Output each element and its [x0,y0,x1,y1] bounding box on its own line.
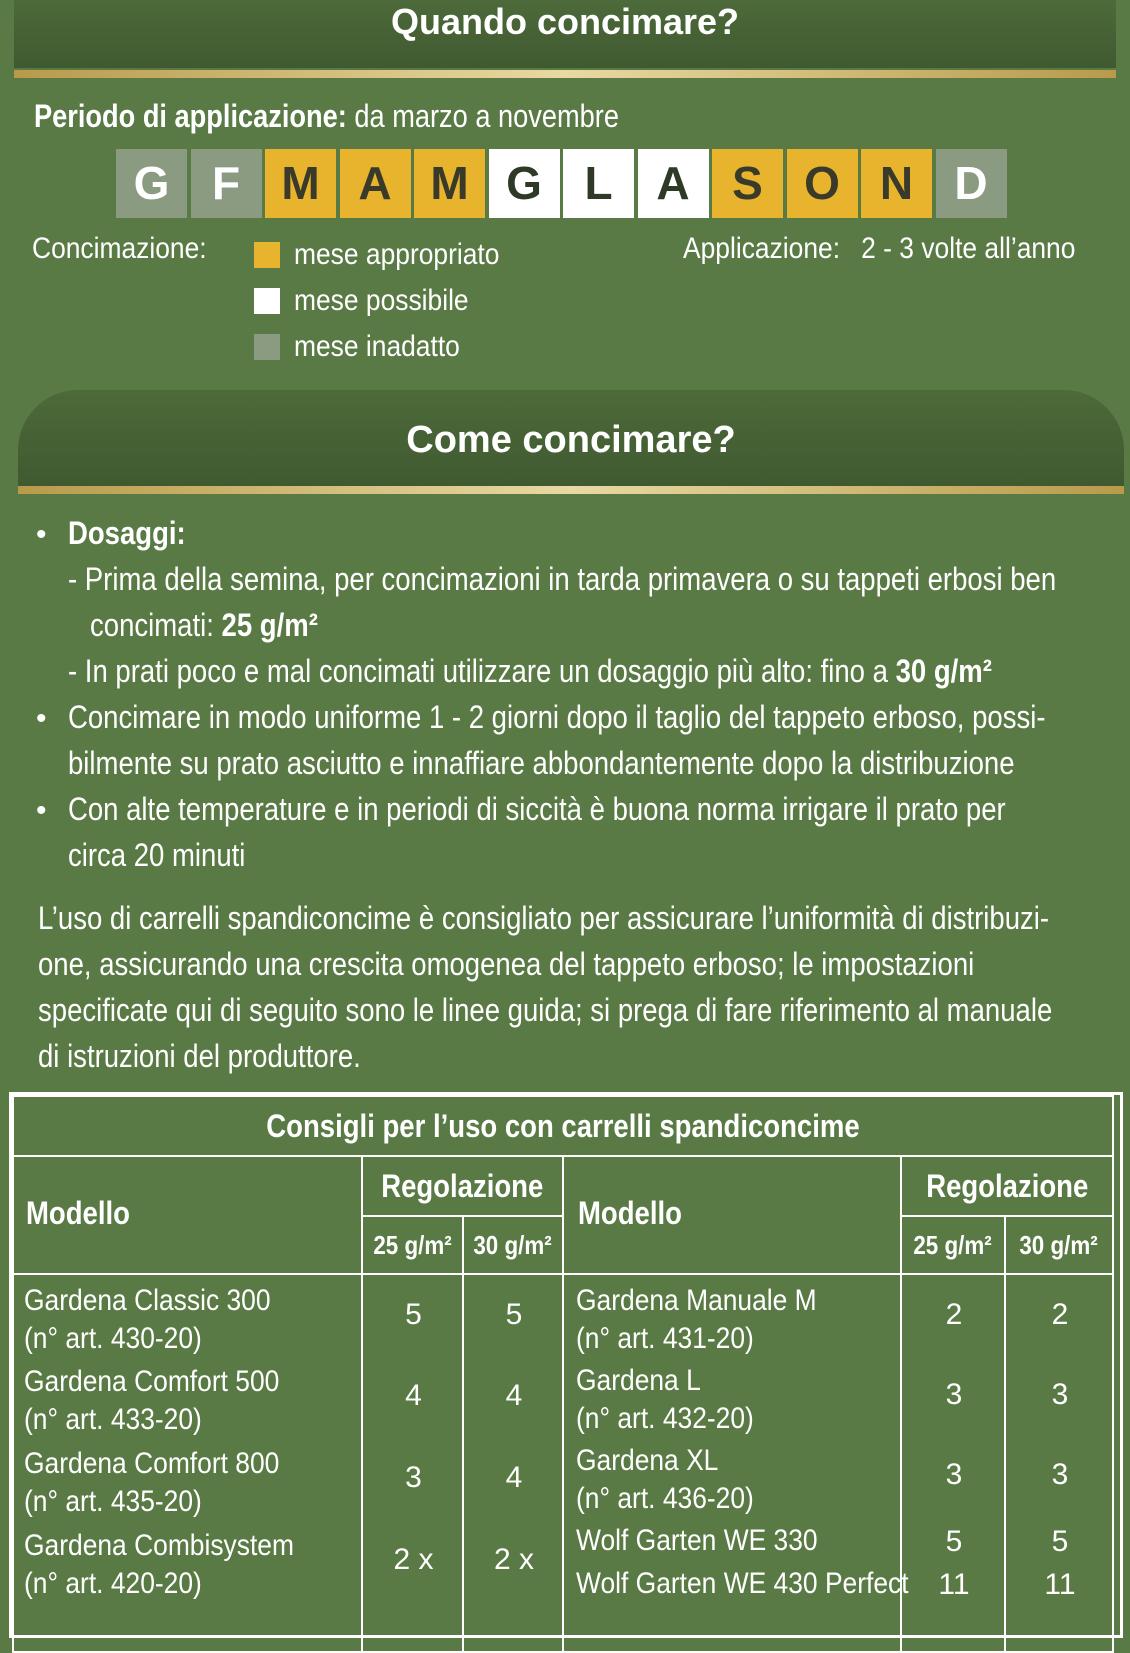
month-cell: M [265,149,336,218]
header-model-label: Modello [578,1195,682,1231]
legend-item-ok [254,278,527,324]
month-cell: G [489,149,560,218]
paragraph-line: di istruzioni del produttore. [38,1038,361,1074]
month-cell: A [340,149,411,218]
legend-title: Concimazione: [32,232,207,265]
month-cell: D [936,149,1007,218]
paragraph-line: one, assicurando una crescita omogenea del tappeto erboso; le impostazioni [38,946,975,982]
legend-label-good: mese appropriato [294,238,500,271]
dosage-title: Dosaggi: [68,515,186,551]
table-row: Gardena XL (n° art. 436-20) [576,1444,754,1515]
spreader-table [9,1092,1123,1638]
bullet-2-line-1: Concimare in modo uniforme 1 - 2 giorni dopo il taglio del tappeto erboso, possi- [68,699,1046,735]
table-row: Gardena Manuale M (n° art. 431-20) [576,1284,817,1355]
value-25: 2 x [393,1543,434,1576]
header-reg-label: Regolazione [925,1168,1089,1204]
application-period [34,98,619,135]
month-calendar [116,149,1010,218]
header-model-label: Modello [26,1195,130,1231]
legend [254,232,527,370]
value-30: 5 [505,1298,523,1331]
table-row: Wolf Garten WE 330 [576,1524,818,1557]
value-25: 3 [945,1458,963,1491]
month-cell: S [712,149,783,218]
header-model-right [562,1155,902,1275]
header-25-label: 25 g/m² [373,1230,452,1260]
table-row: Gardena L (n° art. 432-20) [576,1364,754,1435]
period-value: da marzo a novembre [354,98,619,134]
dosage-line-1: - Prima della semina, per concimazioni in tarda primavera o su tappeti erbosi ben [68,561,1057,597]
section-title-when: Quando concimare? [390,1,740,42]
application-value: 2 - 3 volte all’anno [861,232,1076,265]
value-30: 5 [1051,1525,1069,1558]
table-row: Gardena Comfort 500 (n° art. 433-20) [24,1365,280,1436]
table-title-cell [12,1095,1114,1157]
value-30: 2 x [493,1543,535,1576]
legend-item-good [254,232,527,278]
bullet-icon: • [36,794,47,827]
legend-label-ok: mese possibile [294,284,469,317]
paragraph-line: specificate qui di seguito sono le linee guida; si prega di fare riferimento al manuale [38,992,1053,1028]
header-25-label: 25 g/m² [913,1230,993,1260]
section-header-when [14,0,1116,68]
header-reg-right [900,1155,1114,1217]
paragraph-line: L’uso di carrelli spandiconcime è consigliato per assicurare l’uniformità di distribuzi- [38,900,1050,936]
value-30: 11 [1044,1568,1076,1601]
application-label: Applicazione: [683,232,841,265]
swatch-ok [254,288,280,314]
header-30-right [1004,1215,1114,1275]
legend-label-bad: mese inadatto [294,330,460,363]
table-row: Wolf Garten WE 430 Perfect [576,1567,909,1600]
bullet-3-line-1: Con alte temperature e in periodi di siccità è buona norma irrigare il prato per [68,791,1006,827]
header-30-left [462,1215,564,1275]
value-25: 2 [945,1298,963,1331]
section-title-how: Come concimare? [406,419,736,461]
gold-divider [18,486,1124,494]
dosage-line-2 [90,602,318,648]
dosage-1a: Prima della semina, per concimazioni in tarda primavera o su tappeti erbosi ben [84,561,1057,597]
bullet-icon: • [36,518,47,551]
gold-divider [14,70,1116,78]
dosage-2-value: 30 g/m² [895,653,992,689]
header-reg-label: Regolazione [381,1168,544,1204]
application-frequency [683,232,1075,266]
month-cell: F [191,149,262,218]
table-row: Gardena Comfort 800 (n° art. 435-20) [24,1447,280,1518]
swatch-good [254,242,280,268]
table-title: Consigli per l’uso con carrelli spandiconcime [266,1108,860,1144]
month-cell: N [861,149,932,218]
value-25: 3 [405,1461,422,1494]
value-25: 5 [945,1525,963,1558]
dosage-1b: concimati: [90,607,222,643]
month-cell: A [638,149,709,218]
spreader-paragraph [38,895,1113,1079]
header-30-label: 30 g/m² [1019,1230,1099,1260]
value-30: 3 [1051,1458,1069,1491]
dosage-2: In prati poco e mal concimati utilizzare un dosaggio più alto: fino a [84,653,896,689]
value-25: 3 [945,1378,963,1411]
month-cell: M [414,149,485,218]
swatch-bad [254,334,280,360]
table-row: Gardena Classic 300 (n° art. 430-20) [24,1284,271,1355]
header-30-label: 30 g/m² [473,1230,553,1260]
dosage-1-value: 25 g/m² [221,607,318,643]
value-25: 11 [938,1568,970,1601]
legend-item-bad [254,324,527,370]
header-reg-left [361,1155,564,1217]
month-cell: L [563,149,634,218]
header-25-left [361,1215,464,1275]
bullet-2-line-2: bilmente su prato asciutto e innaffiare abbondantemente dopo la distribuzione [68,745,1015,781]
header-model-left [12,1155,363,1275]
section-header-how [18,390,1124,486]
table-row: Gardena Combisystem (n° art. 420-20) [24,1529,294,1600]
header-25-right [900,1215,1006,1275]
value-25: 5 [405,1298,422,1331]
bullet-icon: • [36,702,47,735]
month-cell: G [116,149,187,218]
value-30: 4 [505,1379,523,1412]
dosage-line-3: - In prati poco e mal concimati utilizzare un dosaggio più alto: fino a 30 g/m² [68,653,992,689]
value-30: 3 [1051,1378,1069,1411]
month-cell: O [787,149,858,218]
value-30: 4 [505,1461,523,1494]
bullet-3-line-2: circa 20 minuti [68,837,246,873]
period-label: Periodo di applicazione: [34,98,347,134]
value-25: 4 [405,1379,422,1412]
value-30: 2 [1051,1298,1069,1331]
